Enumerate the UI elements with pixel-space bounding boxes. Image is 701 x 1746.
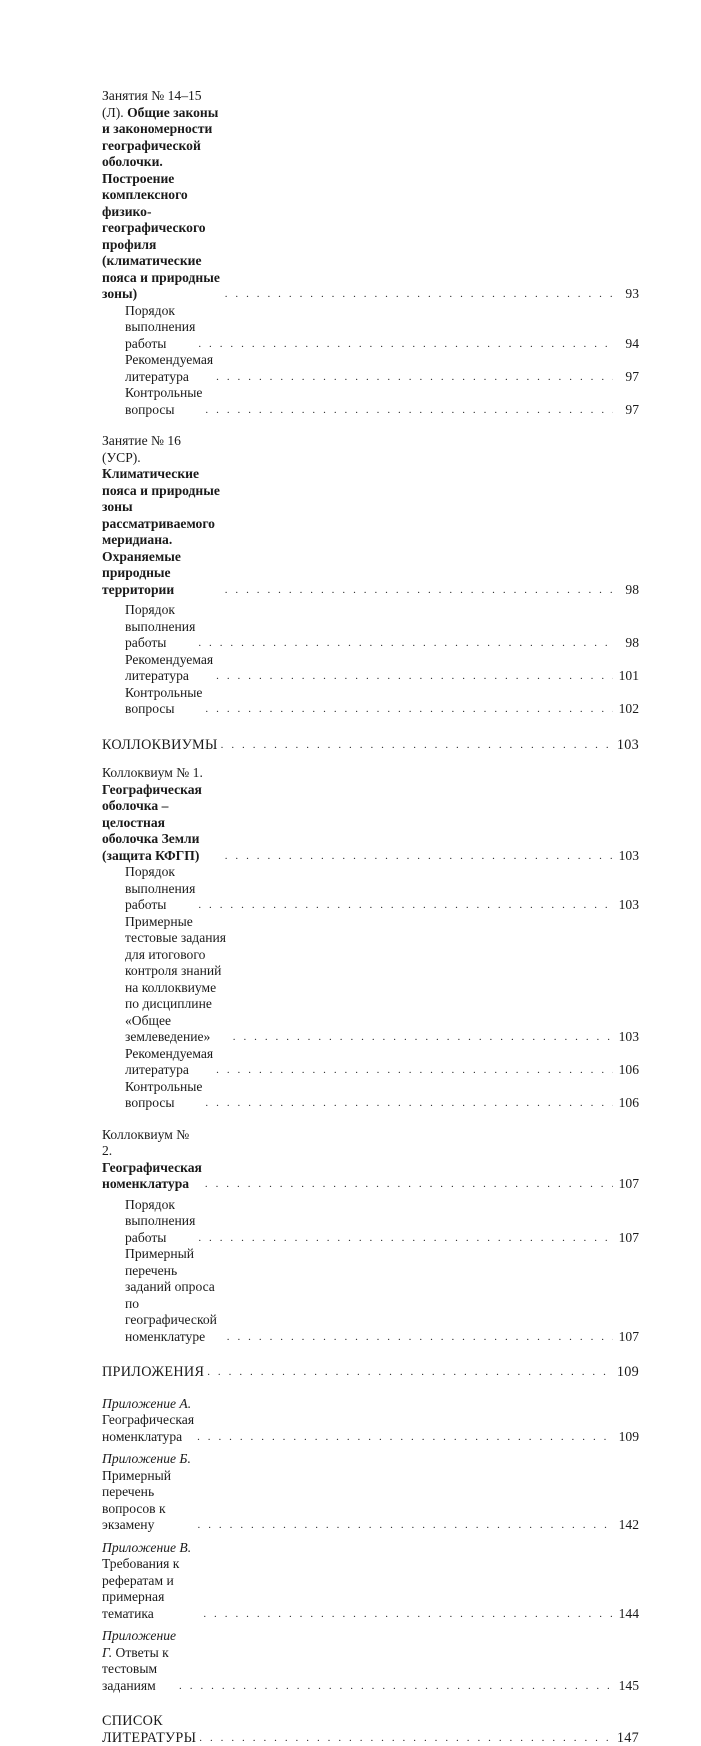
dot-leader [203, 1606, 613, 1623]
page-number: 103 [613, 737, 639, 754]
page-number: 106 [613, 1062, 639, 1079]
toc-subentry[interactable] [102, 652, 639, 685]
page-number: 109 [613, 1429, 639, 1446]
entry-prefix: Коллоквиум № 1. [102, 765, 203, 780]
dot-leader [198, 897, 613, 914]
toc-subentry[interactable] [102, 1246, 639, 1345]
entry-label: Рекомендуемая литература [125, 652, 216, 685]
dot-leader [227, 1329, 613, 1346]
page-number: 103 [613, 848, 639, 865]
entry-label: КОЛЛОКВИУМЫ [102, 737, 221, 754]
entry-label: Примерный перечень вопросов к экзамену [102, 1468, 171, 1533]
page-number: 107 [613, 1176, 639, 1193]
page-number: 93 [613, 286, 639, 303]
page-number: 106 [613, 1095, 639, 1112]
toc-entry-references[interactable] [102, 1713, 639, 1746]
entry-title: Географическая номенклатура [102, 1160, 202, 1192]
entry-prefix: Занятия № 14–15 (Л). [102, 88, 202, 120]
dot-leader [225, 286, 613, 303]
entry-title: Климатические пояса и природные зоны рассматриваемого меридиана. Охраняемые природные территории [102, 466, 220, 597]
page-number: 107 [613, 1230, 639, 1247]
page-number: 97 [613, 369, 639, 386]
entry-label: Порядок выполнения работы [125, 303, 198, 353]
entry-title: Общие законы и закономерности географической оболочки. Построение комплексного физико-географического профиля (климатические пояса и природные зоны) [102, 105, 220, 302]
toc-subentry[interactable] [102, 1046, 639, 1079]
dot-leader [198, 1230, 613, 1247]
entry-prefix: Приложение Г. [102, 1628, 176, 1660]
toc-entry-lesson-16[interactable] [102, 433, 639, 598]
entry-label: Контрольные вопросы [125, 685, 205, 718]
entry-prefix: Коллоквиум № 2. [102, 1127, 189, 1159]
page-number: 98 [613, 582, 639, 599]
entry-prefix: Приложение В. [102, 1540, 191, 1555]
page-number: 107 [613, 1329, 639, 1346]
dot-leader [205, 1176, 613, 1193]
toc-subentry[interactable] [102, 385, 639, 418]
entry-label: Примерные тестовые задания для итогового контроля знаний на коллоквиуме по дисциплине «Общее землеведение» [125, 914, 233, 1046]
toc-entry-appendices[interactable] [102, 1364, 639, 1381]
toc-entry-colloquiums[interactable] [102, 737, 639, 754]
dot-leader [216, 369, 613, 386]
entry-label: Рекомендуемая литература [125, 352, 216, 385]
entry-label: Контрольные вопросы [125, 1079, 205, 1112]
page-number: 97 [613, 402, 639, 419]
page-number: 147 [613, 1730, 639, 1746]
toc-entry-appendix-v[interactable] [102, 1540, 639, 1623]
entry-label: Контрольные вопросы [125, 385, 205, 418]
entry-label: СПИСОК ЛИТЕРАТУРЫ [102, 1713, 199, 1746]
entry-label: Порядок выполнения работы [125, 1197, 198, 1247]
page-number: 142 [613, 1517, 639, 1534]
toc-entry-colloquium-2[interactable] [102, 1127, 639, 1193]
page-number: 103 [613, 897, 639, 914]
toc-subentry[interactable] [102, 602, 639, 652]
dot-leader [233, 1029, 613, 1046]
entry-label: ПРИЛОЖЕНИЯ [102, 1364, 207, 1381]
dot-leader [207, 1364, 613, 1381]
page-number: 103 [613, 1029, 639, 1046]
dot-leader [216, 1062, 613, 1079]
toc-subentry[interactable] [102, 685, 639, 718]
entry-label: Примерный перечень заданий опроса по географической номенклатуре [125, 1246, 227, 1345]
toc-subentry[interactable] [102, 1079, 639, 1112]
dot-leader [198, 1517, 613, 1534]
entry-prefix: Приложение А. [102, 1396, 191, 1411]
entry-label: Порядок выполнения работы [125, 864, 198, 914]
entry-label: Порядок выполнения работы [125, 602, 198, 652]
dot-leader [216, 668, 613, 685]
toc-subentry[interactable] [102, 1197, 639, 1247]
toc-subentry[interactable] [102, 303, 639, 353]
dot-leader [205, 1095, 613, 1112]
dot-leader [205, 701, 613, 718]
entry-label: Требования к рефератам и примерная тематика [102, 1556, 179, 1621]
toc-subentry[interactable] [102, 352, 639, 385]
entry-label: Географическая номенклатура [102, 1412, 194, 1444]
toc-entry-appendix-g[interactable] [102, 1628, 639, 1694]
dot-leader [179, 1678, 613, 1695]
dot-leader [221, 737, 613, 754]
dot-leader [198, 635, 613, 652]
dot-leader [225, 582, 613, 599]
toc-entry-colloquium-1[interactable] [102, 765, 639, 864]
entry-title: Географическая оболочка – целостная оболочка Земли (защита КФГП) [102, 782, 202, 863]
toc-entry-appendix-b[interactable] [102, 1451, 639, 1534]
page-number: 98 [613, 635, 639, 652]
dot-leader [225, 848, 613, 865]
page-number: 102 [613, 701, 639, 718]
dot-leader [198, 336, 613, 353]
toc-entry-appendix-a[interactable] [102, 1396, 639, 1446]
toc-subentry[interactable] [102, 864, 639, 914]
toc-subentry[interactable] [102, 914, 639, 1046]
page-number: 144 [613, 1606, 639, 1623]
entry-prefix: Занятие № 16 (УСР). [102, 433, 181, 465]
dot-leader [199, 1730, 613, 1746]
dot-leader [197, 1429, 613, 1446]
entry-label: Рекомендуемая литература [125, 1046, 216, 1079]
toc-entry-lesson-14-15[interactable] [102, 88, 639, 303]
table-of-contents [102, 88, 639, 1746]
page-number: 109 [613, 1364, 639, 1381]
entry-label: Ответы к тестовым заданиям [102, 1645, 169, 1693]
page-number: 145 [613, 1678, 639, 1695]
dot-leader [205, 402, 613, 419]
page-number: 101 [613, 668, 639, 685]
entry-prefix: Приложение Б. [102, 1451, 191, 1466]
page-number: 94 [613, 336, 639, 353]
